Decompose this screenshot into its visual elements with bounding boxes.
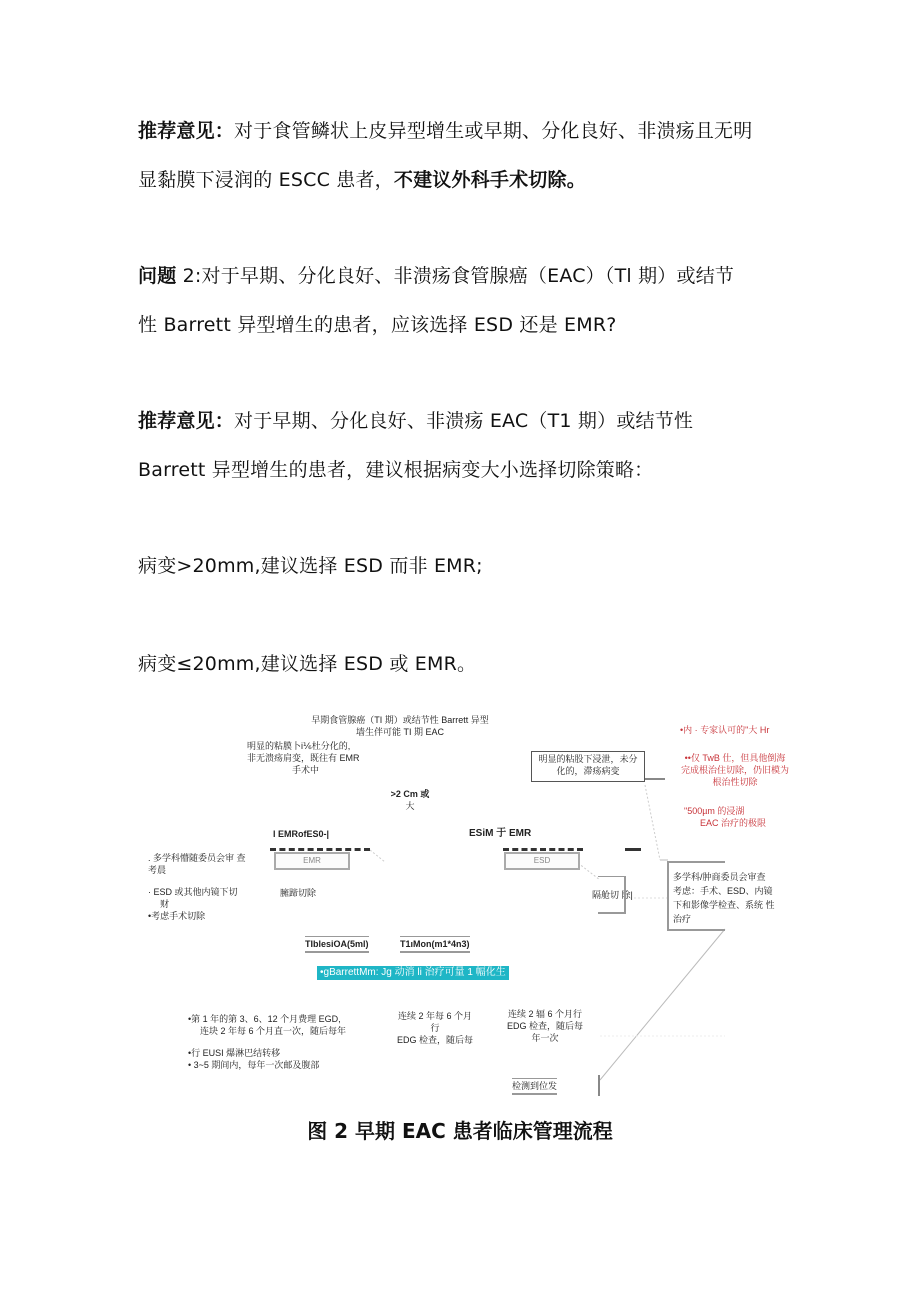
note-line: "500µm 的浸湖 [684, 806, 745, 816]
size-condition [380, 788, 440, 812]
top-condition-title [290, 714, 510, 738]
size-line: >2 Cm 或 [390, 789, 430, 799]
option-line: •考虑手术切除 [148, 911, 206, 921]
red-note-1: •内 · 专家认可的"大 Hr [680, 725, 770, 735]
note-line: 根治性切除 [712, 777, 758, 787]
followup-line: EDG 检查，随后每 [506, 1021, 583, 1031]
recommendation-text: 对于食管鳞状上皮异型增生或早期、分化良好、非溃疡且无明 [234, 120, 753, 142]
left-condition-text [247, 740, 360, 776]
followup-line: 行 [430, 1023, 440, 1033]
mdt-review-box [673, 870, 775, 926]
condition-line: 手术中 [292, 765, 320, 775]
note-line: ••仅 TwB 仕，但具他倒海 [684, 753, 786, 763]
size-line: 大 [405, 801, 415, 811]
option-line: . 多学科懵随委员会审 查 [148, 853, 246, 863]
dashed-divider [503, 848, 583, 851]
rule-greater-than-20mm: 病变>20mm,建议选择 ESD 而非 EMR; [138, 555, 483, 577]
left-options-list [148, 852, 246, 922]
followup-line: •第 1 年的第 3、6、12 个月费理 EGD, [188, 1014, 341, 1024]
red-note-3 [684, 805, 766, 829]
followup-line: •行 EUSI 爆淋巴结转移 [188, 1048, 281, 1058]
recommendation-text: 对于早期、分化良好、非溃疡 EAC（T1 期）或结节性 [234, 410, 694, 432]
esd-result-bracket [598, 876, 626, 914]
followup-line: • 3~5 期间内，每年一次邮及腹部 [188, 1060, 320, 1070]
mdt-line: 下和影像学检查、系统 性 [673, 900, 775, 910]
recommendation-bold-text: 不建议外科手术切除。 [393, 169, 586, 191]
submucosal-invasion-box [531, 751, 645, 782]
question-text: 2:对于早期、分化良好、非溃疡食管腺癌（EAC）（Tl 期）或结节 [176, 265, 735, 287]
question-label: 问题 [138, 265, 177, 287]
emr-result: 臃蹄切除 [280, 888, 317, 898]
box-line: 化的，滞疡病变 [556, 766, 620, 776]
recommendation-label: 推荐意见： [138, 120, 235, 142]
esd-box: ESD [504, 852, 580, 870]
emr-box: EMR [274, 852, 350, 870]
red-note-2 [675, 752, 795, 788]
condition-line: 非无溃疡肩变，既往有 EMR [247, 753, 360, 763]
option-line: · ESD 或其他内镜下切 [148, 887, 238, 897]
recommendation-text: Barrett 异型增生的患者，建议根据病变大小选择切除策略： [138, 459, 654, 481]
option-line: 考晨 [148, 865, 167, 875]
recommendation-label: 推荐意见： [138, 410, 235, 432]
barrett-highlight-bar: •gBarrettMm: Jg 动消 li 治疗可量 1 幅化生 [317, 966, 509, 980]
t1b-label: T1ıMon(m1*4n3) [400, 936, 470, 953]
followup-line: EDG 检查，随后每 [396, 1035, 473, 1045]
box-line: 明显的粘股下浸泄，未分 [538, 754, 638, 764]
title-line: 早期食管腺癌（TI 期）或结节性 Barrett 异型 [311, 715, 489, 725]
dashed-divider [270, 848, 370, 851]
recommendation-text: 显黏膜下浸润的 ESCC 患者， [138, 169, 394, 191]
recurrence-detected-label: 检测到位发 [512, 1078, 557, 1095]
followup-line: 连续 2 辐 6 个月行 [507, 1009, 582, 1019]
followup-line: 连续 2 年每 6 个月 [397, 1011, 472, 1021]
note-line: EAC 治疗的极限 [700, 818, 767, 828]
followup-line: 年一次 [531, 1033, 559, 1043]
note-line: 完成根治住切除，仍旧模为 [680, 765, 789, 775]
followup-left [188, 1013, 346, 1071]
followup-line: 连块 2 年每 6 个月直一次，随后每年 [200, 1026, 347, 1036]
followup-mid [390, 1010, 480, 1046]
esd-result: 隔舱切 除| [592, 890, 633, 900]
condition-line: 明显的粘膜卜i⅙杜分化的, [247, 741, 351, 751]
figure-caption: 图 2 早期 EAC 患者临床管理流程 [307, 1119, 613, 1143]
emr-or-esd-label: l EMRofES0-| [273, 829, 330, 839]
option-line: 财 [160, 899, 170, 909]
t1a-label: TIblesiOA(5ml) [305, 936, 369, 953]
mdt-line: 考虑：手术、ESD、内镜 [673, 886, 773, 896]
solid-divider [625, 848, 641, 851]
mdt-line: 多学科/肿商委员会审查 [673, 872, 766, 882]
esd-over-emr-label: ESiM 于 EMR [469, 828, 532, 839]
followup-right [500, 1008, 590, 1044]
rule-less-equal-20mm: 病变≤20mm,建议选择 ESD 或 EMR。 [138, 653, 477, 675]
title-line: 墙生伴可能 TI 期 EAC [355, 727, 444, 737]
mdt-line: 治疗 [673, 914, 692, 924]
question-text: 性 Barrett 异型增生的患者，应该选择 ESD 还是 EMR? [138, 314, 617, 336]
